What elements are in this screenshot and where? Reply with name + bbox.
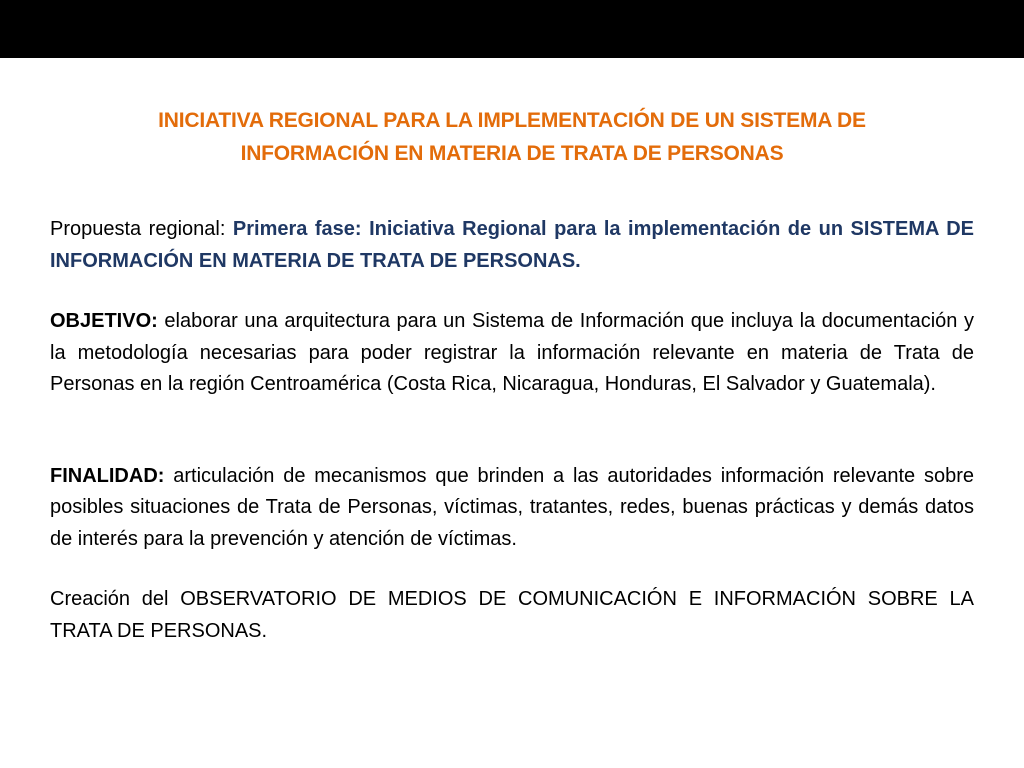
slide-title <box>60 104 964 170</box>
observatory-text: Creación del OBSERVATORIO DE MEDIOS DE COMUNICACIÓN E INFORMACIÓN SOBRE LA TRATA DE PERSONAS. <box>50 588 974 642</box>
slide-body <box>50 214 974 647</box>
proposal-highlight: Primera fase: Iniciativa Regional para la implementación de un SISTEMA DE INFORMACIÓN EN MATERIA DE TRATA DE PERSONAS. <box>50 218 974 272</box>
objective-text: elaborar una arquitectura para un Sistema de Información que incluya la documentación y la metodología necesarias para poder registrar la información relevante en materia de Trata de Personas en la región Centroamérica (Costa Rica, Nicaragua, Honduras, El Salvador y Guatemala). <box>50 310 975 395</box>
top-bar <box>0 0 1024 58</box>
proposal-label: Propuesta regional: <box>50 218 226 240</box>
observatory-paragraph <box>50 584 974 647</box>
purpose-paragraph <box>50 461 974 556</box>
objective-paragraph <box>50 306 974 401</box>
title-line-2: INFORMACIÓN EN MATERIA DE TRATA DE PERSONAS <box>240 142 784 165</box>
title-line-1: INICIATIVA REGIONAL PARA LA IMPLEMENTACIÓN DE UN SISTEMA DE <box>158 109 866 132</box>
proposal-paragraph <box>50 214 974 277</box>
purpose-label: FINALIDAD: <box>50 464 165 487</box>
purpose-text: articulación de mecanismos que brinden a las autoridades información relevante sobre posibles situaciones de Trata de Personas, víctimas, tratantes, redes, buenas prácticas y demás datos de interés para la prevención y atención de víctimas. <box>50 464 974 550</box>
objective-label: OBJETIVO: <box>50 310 158 332</box>
